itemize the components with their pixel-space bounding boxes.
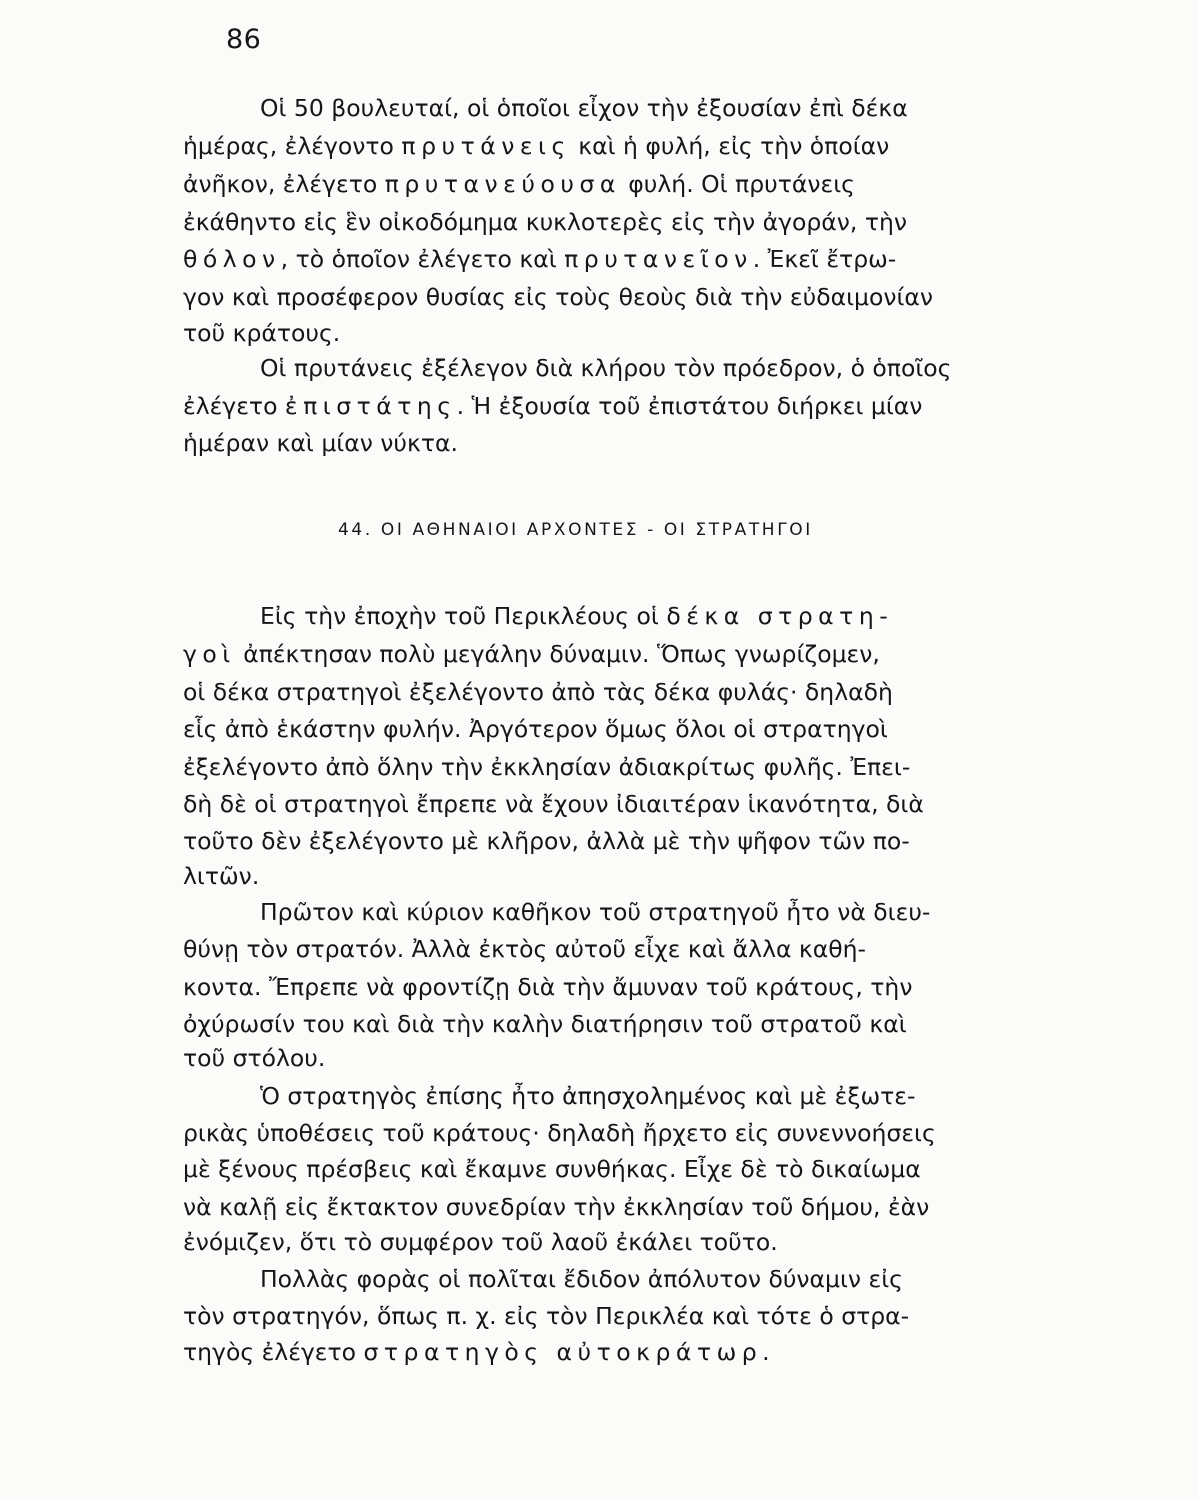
paragraph-3-line-1: [260, 602, 894, 630]
paragraph-2-line-1: Οἱ πρυτάνεις ἐξέλεγον διὰ κλήρου τὸν πρόεδρον, ὁ ὁποῖος: [260, 354, 952, 382]
text: . Ἐκεῖ ἔτρω-: [752, 245, 897, 273]
paragraph-3-line-7: τοῦτο δὲν ἐξελέγοντο μὲ κλῆρον, ἀλλὰ μὲ τὴν ψῆφον τῶν πο-: [183, 827, 910, 855]
spaced-term: θόλον: [183, 245, 281, 273]
paragraph-4-line-3: κοντα. Ἔπρεπε νὰ φροντίζῃ διὰ τὴν ἄμυναν τοῦ κράτους, τὴν: [183, 973, 913, 1001]
spaced-term: γοὶ: [183, 640, 236, 668]
paragraph-5-line-4: νὰ καλῇ εἰς ἔκτακτον συνεδρίαν τὴν ἐκκλησίαν τοῦ δήμου, ἐὰν: [183, 1193, 930, 1221]
paragraph-6-line-2: τὸν στρατηγόν, ὅπως π. χ. εἰς τὸν Περικλέα καὶ τότε ὁ στρα-: [183, 1302, 910, 1330]
text: , τὸ ὁποῖον ἐλέγετο καὶ: [280, 245, 565, 273]
spaced-term: δέκα στρατη-: [666, 602, 894, 630]
spaced-term: πρυτανεύουσα: [384, 170, 621, 198]
spaced-term: ἐπιστάτης: [284, 392, 457, 420]
paragraph-5-line-3: μὲ ξένους πρέσβεις καὶ ἔκαμνε συνθήκας. Εἶχε δὲ τὸ δικαίωμα: [183, 1155, 921, 1183]
paragraph-3-line-4: εἷς ἀπὸ ἑκάστην φυλήν. Ἀργότερον ὅμως ὅλοι οἱ στρατηγοὶ: [183, 715, 888, 743]
paragraph-1-line-7: τοῦ κράτους.: [183, 319, 341, 347]
paragraph-5-line-5: ἐνόμιζεν, ὅτι τὸ συμφέρον τοῦ λαοῦ ἐκάλει τοῦτο.: [183, 1228, 778, 1256]
paragraph-1-line-6: γον καὶ προσέφερον θυσίας εἰς τοὺς θεοὺς διὰ τὴν εὐδαιμονίαν: [183, 283, 934, 311]
paragraph-4-line-2: θύνῃ τὸν στρατόν. Ἀλλὰ ἐκτὸς αὐτοῦ εἶχε καὶ ἄλλα καθή-: [183, 935, 867, 963]
spaced-term: πρυτανεῖον: [564, 245, 753, 273]
text: ἀνῆκον, ἐλέγετο: [183, 170, 385, 198]
paragraph-3-line-2: [183, 640, 880, 668]
paragraph-6-line-3: [183, 1338, 770, 1366]
text: τηγὸς ἐλέγετο: [183, 1338, 364, 1366]
text: ἀπέκτησαν πολὺ μεγάλην δύναμιν. Ὅπως γνωρίζομεν,: [235, 640, 880, 668]
text: ἡμέρας, ἐλέγοντο: [183, 132, 402, 160]
text: ἐλέγετο: [183, 392, 285, 420]
paragraph-5-line-1: Ὁ στρατηγὸς ἐπίσης ἦτο ἀπησχολημένος καὶ μὲ ἐξωτε-: [260, 1082, 916, 1110]
paragraph-1-line-2: [183, 132, 890, 160]
text: καὶ ἡ φυλή, εἰς τὴν ὁποίαν: [570, 132, 890, 160]
paragraph-2-line-3: ἡμέραν καὶ μίαν νύκτα.: [183, 429, 458, 457]
paragraph-4-line-1: Πρῶτον καὶ κύριον καθῆκον τοῦ στρατηγοῦ ἦτο νὰ διευ-: [260, 898, 931, 926]
paragraph-1-line-4: ἐκάθηντο εἰς ἓν οἰκοδόμημα κυκλοτερὲς εἰς τὴν ἀγοράν, τὴν: [183, 208, 908, 236]
paragraph-6-line-1: Πολλὰς φορὰς οἱ πολῖται ἔδιδον ἀπόλυτον δύναμιν εἰς: [260, 1265, 903, 1293]
text: Εἰς τὴν ἐποχὴν τοῦ Περικλέους οἱ: [260, 602, 667, 630]
paragraph-3-line-8: λιτῶν.: [183, 862, 260, 890]
paragraph-1-line-1: Οἱ 50 βουλευταί, οἱ ὁποῖοι εἶχον τὴν ἐξουσίαν ἐπὶ δέκα: [260, 94, 908, 122]
paragraph-4-line-4: ὀχύρωσίν του καὶ διὰ τὴν καλὴν διατήρησιν τοῦ στρατοῦ καὶ: [183, 1010, 907, 1038]
paragraph-1-line-5: [183, 245, 897, 273]
text: . Ἡ ἐξουσία τοῦ ἐπιστάτου διήρκει μίαν: [456, 392, 923, 420]
paragraph-3-line-6: δὴ δὲ οἱ στρατηγοὶ ἔπρεπε νὰ ἔχουν ἰδιαιτέραν ἱκανότητα, διὰ: [183, 790, 924, 818]
paragraph-3-line-5: ἐξελέγοντο ἀπὸ ὅλην τὴν ἐκκλησίαν ἀδιακρίτως φυλῆς. Ἐπει-: [183, 753, 911, 781]
paragraph-5-line-2: ρικὰς ὑποθέσεις τοῦ κράτους· δηλαδὴ ἤρχετο εἰς συνεννοήσεις: [183, 1119, 936, 1147]
text: .: [762, 1338, 770, 1366]
spaced-term: στρατηγὸς αὐτοκράτωρ: [363, 1338, 763, 1366]
paragraph-1-line-3: [183, 170, 855, 198]
paragraph-3-line-3: οἱ δέκα στρατηγοὶ ἐξελέγοντο ἀπὸ τὰς δέκα φυλάς· δηλαδὴ: [183, 678, 893, 706]
spaced-term: πρυτάνεις: [401, 132, 571, 160]
page-number: 86: [226, 24, 262, 55]
section-heading: 44. ΟΙ ΑΘΗΝΑΙΟΙ ΑΡΧΟΝΤΕΣ - ΟΙ ΣΤΡΑΤΗΓΟΙ: [338, 520, 813, 540]
paragraph-4-line-5: τοῦ στόλου.: [183, 1044, 326, 1072]
paragraph-2-line-2: [183, 392, 923, 420]
text: φυλή. Οἱ πρυτάνεις: [620, 170, 855, 198]
